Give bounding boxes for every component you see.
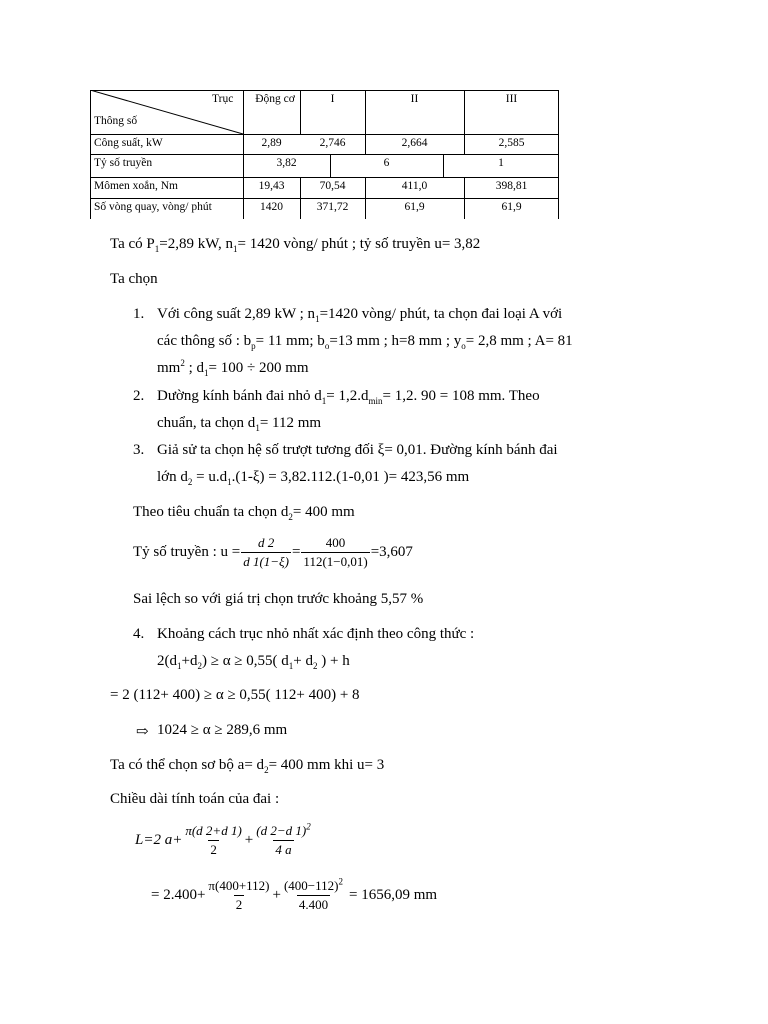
length-numeric-formula bbox=[151, 878, 437, 913]
table-grid bbox=[90, 90, 559, 219]
deviation-note: Sai lệch so với giá trị chọn trước khoảng 5,57 % bbox=[133, 591, 424, 607]
ratio-f2-denominator: 112(1−0,01) bbox=[303, 554, 368, 569]
item3-line-b: lớn $d_2 = u.d_1.(1-\xi) = 3,82.112.(1-0,01$ )= 423,56 mm bbox=[157, 469, 470, 487]
table-cell: 2,746 bbox=[319, 137, 346, 149]
ratio-f2-numerator: 400 bbox=[325, 535, 346, 550]
table-cell: 3,82 bbox=[276, 157, 297, 169]
ratio-formula bbox=[133, 535, 413, 570]
length-f1-numerator: π(d 2+d 1) bbox=[185, 823, 242, 838]
item2-line-a: Dường kính bánh đai nhỏ $d_1= 1,2.d_{min}= 1,2$. 90 = 108 mm. Theo bbox=[157, 388, 540, 406]
length2-fraction-2 bbox=[282, 878, 345, 913]
length-result: = 1656,09 mm bbox=[348, 887, 438, 903]
list-number: 3. bbox=[133, 442, 145, 458]
table-cell: 2,89 bbox=[261, 137, 282, 149]
table-col-header: I bbox=[330, 93, 335, 105]
ratio-prefix: Tỷ số truyền : u = bbox=[133, 544, 241, 560]
ratio-fraction-1 bbox=[241, 535, 291, 570]
calc-line-2: 1024 ≥ α ≥ 289,6 mm bbox=[157, 722, 288, 738]
length-f1-denominator: 2 bbox=[210, 842, 217, 857]
length2-plus: + bbox=[272, 887, 281, 903]
table-row-label: Công suất, kW bbox=[94, 137, 163, 149]
item1-line-b: các thông số : $b_p= 11$ mm; $b_o=13$ mm ; h=8 mm ; $y_o= 2,8$ mm ; A= 81 bbox=[157, 333, 573, 351]
list-number: 4. bbox=[133, 626, 145, 642]
table-cell: 398,81 bbox=[495, 180, 528, 192]
table-cell: 2,585 bbox=[498, 137, 525, 149]
arrow-icon: ⇨ bbox=[136, 724, 149, 740]
list-number: 2. bbox=[133, 388, 145, 404]
choose-a-line: Ta có thể chọn sơ bộ $a= d_2= 400$ mm khi u= 3 bbox=[110, 757, 385, 775]
table-cell: 6 bbox=[383, 157, 390, 169]
calc-line-1: = 2 (112+ 400) ≥ α ≥ 0,55( 112+ 400) + 8 bbox=[110, 687, 360, 703]
table-cell: 61,9 bbox=[404, 201, 425, 213]
table-row-label: Tỷ số truyền bbox=[94, 157, 153, 169]
length2-f2-numerator: $(400-112)^2$ bbox=[283, 876, 343, 893]
table-cell: 1420 bbox=[260, 201, 283, 213]
length-f2-denominator: 4 a bbox=[275, 842, 292, 857]
table-cell: 2,664 bbox=[401, 137, 428, 149]
ratio-f1-denominator: d 1(1−ξ) bbox=[243, 554, 289, 569]
standard-choice: Theo tiêu chuẩn ta chọn $d_2= 400$ mm bbox=[133, 504, 355, 522]
length2-f1-numerator: π(400+112) bbox=[208, 878, 270, 893]
ratio-f1-numerator: d 2 bbox=[257, 535, 275, 550]
ratio-fraction-2 bbox=[301, 535, 369, 570]
length-formula bbox=[135, 823, 314, 858]
length2-f2-denominator: 4.400 bbox=[298, 897, 329, 912]
table-row-label: Số vòng quay, vòng/ phút bbox=[94, 201, 212, 213]
ratio-result: =3,607 bbox=[370, 544, 413, 560]
table-cell: 1 bbox=[498, 157, 504, 169]
length-plus: + bbox=[244, 832, 254, 848]
ratio-equals: = bbox=[291, 544, 301, 560]
length2-f1-denominator: 2 bbox=[235, 897, 243, 912]
length-heading: Chiều dài tính toán của đai : bbox=[110, 791, 280, 807]
item4-line-a: Khoảng cách trục nhỏ nhất xác định theo công thức : bbox=[157, 626, 475, 642]
table-cell: 411,0 bbox=[401, 180, 428, 192]
length-f2-numerator: (d 2−d 1)$^2$ bbox=[256, 821, 311, 838]
choice-heading: Ta chọn bbox=[110, 271, 158, 287]
table-cell: 70,54 bbox=[319, 180, 346, 192]
table-cell: 19,43 bbox=[258, 180, 285, 192]
given-values-line: Ta có $P_1=2,89$ kW, $n_1= 1420$ vòng/ phút ; tỷ số truyền u= 3,82 bbox=[110, 236, 481, 254]
table-col-header: II bbox=[410, 93, 419, 105]
item3-line-a: Giả sử ta chọn hệ số trượt tương đối ξ= 0,01. Đường kính bánh đai bbox=[157, 442, 558, 458]
length-prefix: L=2 a+ bbox=[135, 832, 183, 848]
length-fraction-1 bbox=[183, 823, 243, 858]
item1-line-a: Với công suất 2,89 kW ; $n_1=1420$ vòng/ phút, ta chọn đai loại A với bbox=[157, 306, 563, 324]
item2-line-b: chuẩn, ta chọn $d_1= 112$ mm bbox=[157, 415, 322, 433]
item4-line-b: $2(d_1+d_2) \ge \alpha \ge 0,55$( $d_1+ d_2$ ) + h bbox=[157, 653, 350, 671]
list-number: 1. bbox=[133, 306, 145, 322]
item1-line-c: $mm^2$ ; $d_1= 100 \div 200$ mm bbox=[157, 358, 309, 378]
table-col-header: Động cơ bbox=[255, 93, 295, 105]
table-col-header: III bbox=[505, 93, 518, 105]
table-cell: 371,72 bbox=[316, 201, 349, 213]
length2-fraction-1 bbox=[206, 878, 271, 913]
parameter-table bbox=[90, 90, 559, 219]
table-corner-top: Trục bbox=[212, 93, 234, 105]
table-corner-bottom: Thông số bbox=[94, 115, 138, 127]
length2-prefix: = 2.400+ bbox=[151, 887, 206, 903]
length-fraction-2 bbox=[254, 823, 312, 858]
table-cell: 61,9 bbox=[501, 201, 522, 213]
table-row-label: Mômen xoắn, Nm bbox=[94, 180, 179, 192]
